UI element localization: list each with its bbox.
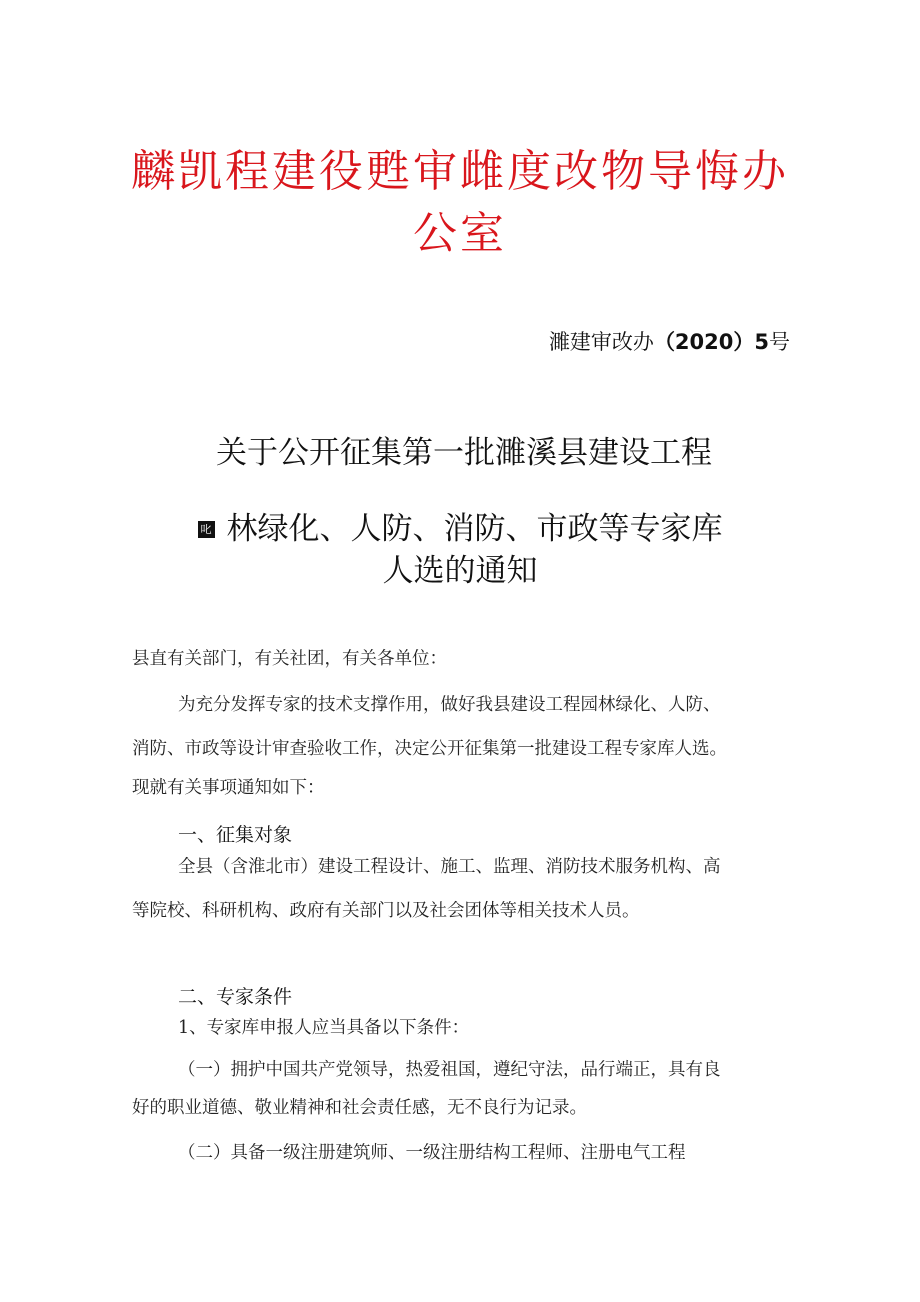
issuer-header-line-2: 公室 xyxy=(413,208,507,259)
condition-1-line-1: （一）拥护中国共产党领导，热爱祖国，遵纪守法，品行端正，具有良 xyxy=(178,1060,721,1080)
intro-paragraph-line-1: 为充分发挥专家的技术支撑作用，做好我县建设工程园林绿化、人防、 xyxy=(178,695,721,715)
salutation: 县直有关部门，有关社团，有关各单位： xyxy=(132,649,447,669)
section-2-heading: 二、专家条件 xyxy=(178,986,293,1008)
issuer-header-line-1: 麟凯程建役甦审雌度改物导悔办 xyxy=(131,146,789,197)
section-1-heading: 一、征集对象 xyxy=(178,824,293,846)
document-number-prefix: 濉建审改办 xyxy=(548,330,654,354)
section-1-line-2: 等院校、科研机构、政府有关部门以及社会团体等相关技术人员。 xyxy=(132,901,640,921)
document-number-value: （2020）5 xyxy=(653,330,769,354)
section-1-line-1: 全县（含淮北市）建设工程设计、施工、监理、消防技术服务机构、高 xyxy=(178,857,721,877)
title-glyph-box: 叱 xyxy=(198,521,215,538)
notice-title-line-2 xyxy=(0,511,920,547)
section-2-item-1: 1、专家库申报人应当具备以下条件： xyxy=(178,1018,470,1038)
document-number-suffix: 号 xyxy=(769,330,790,354)
document-number xyxy=(549,326,790,356)
notice-title-line-3: 人选的通知 xyxy=(382,553,538,589)
notice-title-line-1: 关于公开征集第一批濉溪县建设工程 xyxy=(216,435,712,471)
intro-paragraph-line-2: 消防、市政等设计审查验收工作，决定公开征集第一批建设工程专家库人选。 xyxy=(132,739,727,759)
intro-paragraph-line-3: 现就有关事项通知如下： xyxy=(132,778,325,798)
condition-1-line-2: 好的职业道德、敬业精神和社会责任感，无不良行为记录。 xyxy=(132,1098,587,1118)
notice-title-line-2-text: 林绿化、人防、消防、市政等专家库 xyxy=(226,511,723,547)
condition-2-line-1: （二）具备一级注册建筑师、一级注册结构工程师、注册电气工程 xyxy=(178,1143,686,1163)
